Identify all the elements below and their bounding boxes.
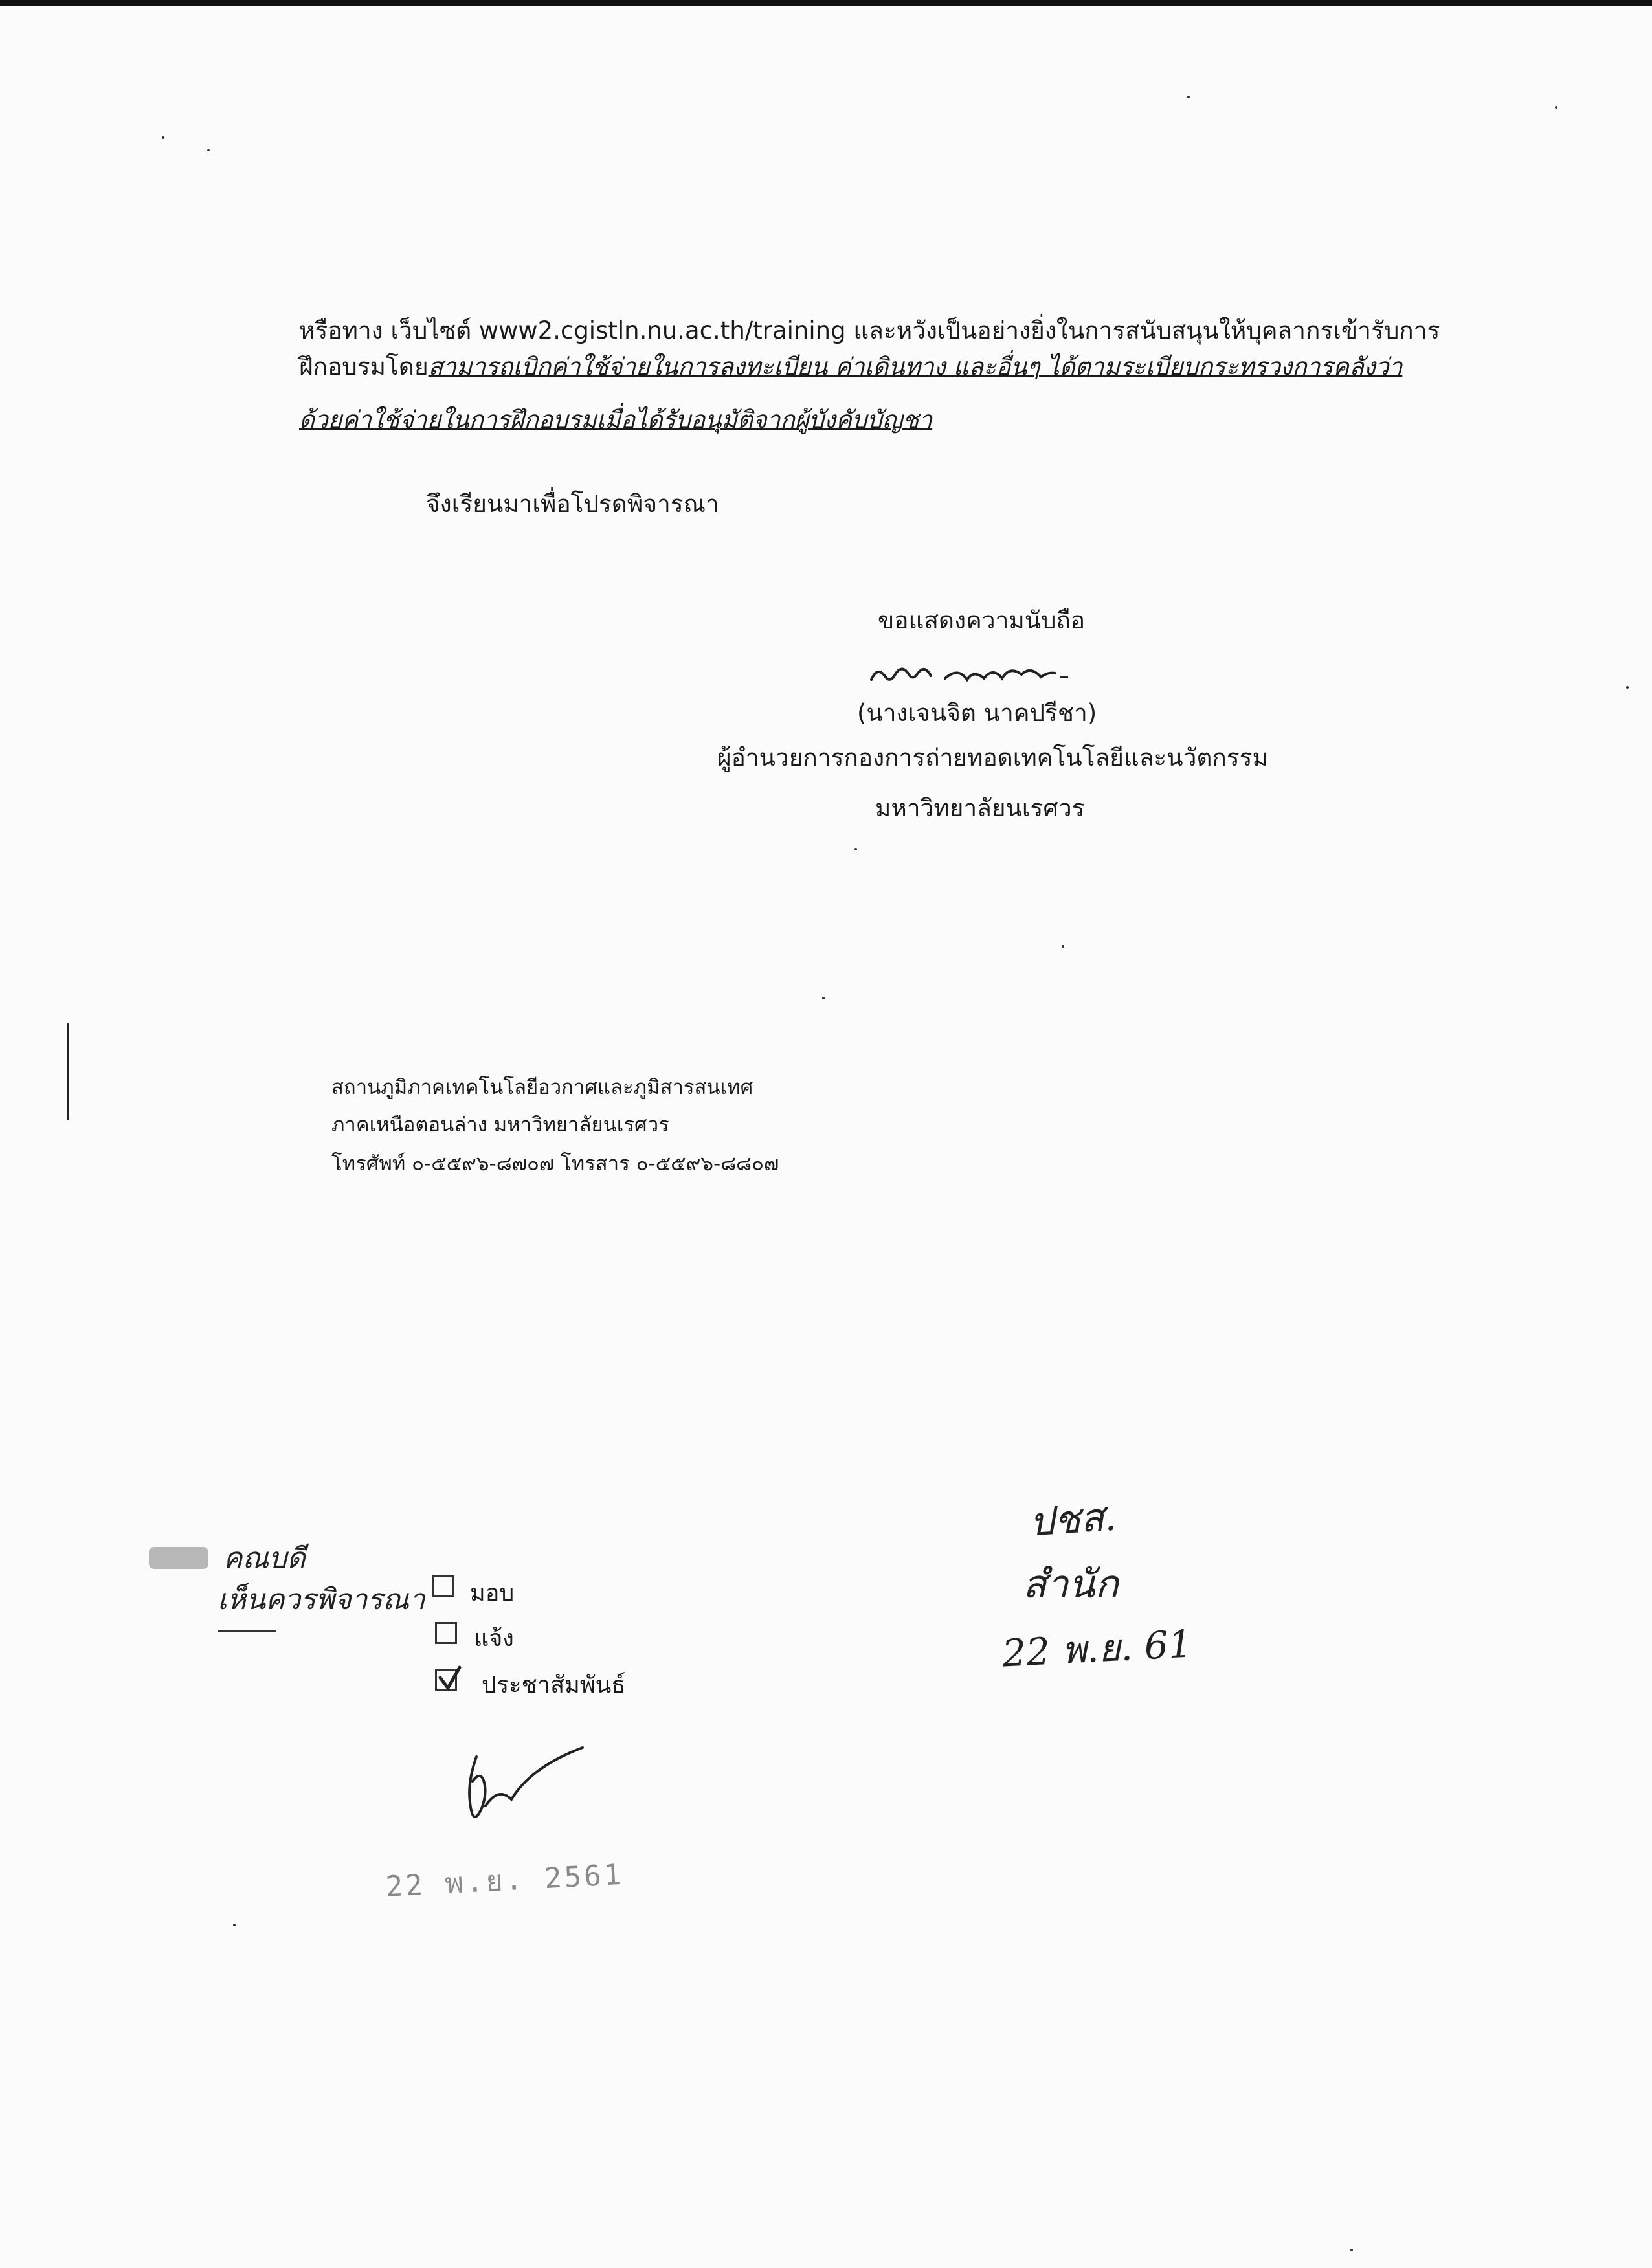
scan-speck [854,848,857,850]
paragraph-line-3: ด้วยค่าใช้จ่ายในการฝึกอบรมเมื่อได้รับอนุมัติจากผู้บังคับบัญชา [299,406,933,434]
scan-speck [162,136,164,139]
handwritten-note-line-3: 22 พ.ย. 61 [1001,1621,1194,1676]
paragraph-line-2-underlined: สามารถเบิกค่าใช้จ่ายในการลงทะเบียน ค่าเดินทาง และอื่นๆ ได้ตามระเบียบกระทรวงการคลังว่า [428,353,1403,381]
paragraph-line-2-plain: ฝึกอบรมโดย [299,353,429,381]
scan-speck [1555,106,1557,109]
closing-request: จึงเรียนมาเพื่อโปรดพิจารณา [426,490,719,518]
salutation: ขอแสดงความนับถือ [878,606,1086,634]
scan-top-edge [0,0,1652,6]
contact-line-1: สถานภูมิภาคเทคโนโลยีอวกาศและภูมิสารสนเทศ [331,1076,753,1099]
opinion-label: เห็นควรพิจารณา [218,1583,425,1616]
scan-speck [1350,2249,1353,2251]
option-checkbox-assign[interactable] [432,1575,454,1597]
option-label-assign: มอบ [470,1580,515,1606]
scan-speck [1062,945,1064,948]
director-signature [867,654,1100,693]
option-label-publicize: ประชาสัมพันธ์ [482,1672,626,1698]
scan-speck [1626,686,1629,689]
dean-signature [453,1748,589,1838]
paragraph-line-1: หรือทาง เว็บไซต์ www2.cgistln.nu.ac.th/training และหวังเป็นอย่างยิ่งในการสนับสนุนให้บุคลากรเข้ารับการ [299,317,1440,344]
handwritten-note-line-2: สำนัก [1023,1562,1119,1607]
endorsement-header: คณบดี [223,1542,306,1575]
contact-line-2: ภาคเหนือตอนล่าง มหาวิทยาลัยนเรศวร [331,1113,669,1137]
scan-speck [207,149,210,151]
opinion-underline [218,1630,276,1632]
handwritten-note-line-1: ปชส. [1027,1494,1118,1546]
scan-speck [1187,96,1190,98]
checkmark-icon [438,1663,463,1692]
signatory-name: (นางเจนจิต นาคปรีชา) [857,699,1097,727]
contact-line-3: โทรศัพท์ ๐-๕๕๙๖-๘๗๐๗ โทรสาร ๐-๕๕๙๖-๘๘๐๗ [331,1152,779,1175]
signatory-position: ผู้อำนวยการกองการถ่ายทอดเทคโนโลยีและนวัตกรรม [717,744,1268,772]
paragraph-line-2 [299,355,1402,379]
signatory-organization: มหาวิทยาลัยนเรศวร [875,794,1085,822]
margin-mark [67,1023,69,1120]
option-checkbox-notify[interactable] [435,1622,457,1644]
received-date-stamp: 22 พ.ย. 2561 [385,1858,625,1904]
smudge-mark [149,1547,208,1569]
option-label-notify: แจ้ง [474,1625,514,1652]
scan-speck [822,997,825,999]
scan-speck [233,1924,236,1926]
